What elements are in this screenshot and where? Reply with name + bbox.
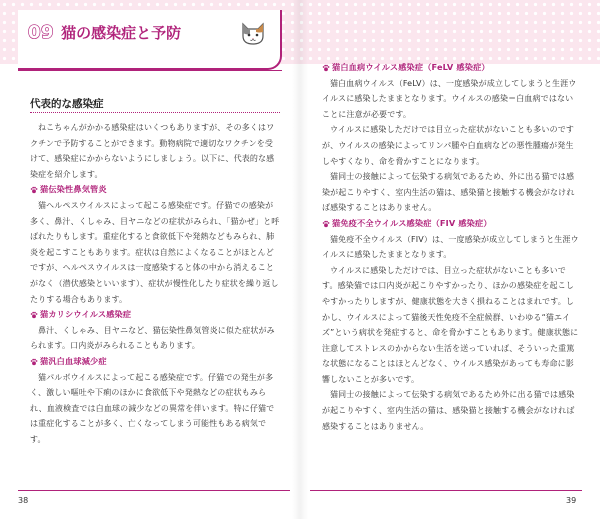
subhead-fpl xyxy=(30,354,280,370)
chapter-title-text: 猫の感染症と予防 xyxy=(61,24,182,42)
right-page-body xyxy=(322,60,580,434)
section-heading-underline xyxy=(30,112,280,113)
subhead-label: 猫汎白血球減少症 xyxy=(40,355,107,366)
fiv-paragraph-3: 猫同士の接触によって伝染する病気であるため外に出る猫では感染が起こりやすく、室内生活の猫は、感染猫と接触する機会がなければ感染することはありません。 xyxy=(322,390,575,431)
left-page-body xyxy=(30,120,280,447)
subhead-fvr xyxy=(30,182,280,198)
chapter-number: 09 xyxy=(28,22,55,43)
fvr-body: 猫ヘルペスウイルスによって起こる感染症です。仔猫での感染が多く、鼻汁、くしゃみ、目ヤニなどの症状がみられ、「猫かぜ」と呼ばれたりもします。重症化すると食欲低下や発熱などもみられ、肺炎を起こすこともあります。症状は自然によくなることがほとんどですが、ヘルペスウイルスは一度感染すると体の中から消えることがなく（潜伏感染といいます）、症状が慢性化したり症状を繰り返したりする場合もあります。 xyxy=(30,200,280,304)
right-footer-line xyxy=(310,490,582,491)
felv-paragraph-2: ウイルスに感染しただけでは目立った症状がないことも多いのですが、ウイルスの感染によってリンパ腫や白血病などの悪性腫瘍が発生しやすくなり、命を脅かすことになります。 xyxy=(322,125,575,166)
subhead-label: 猫カリシウイルス感染症 xyxy=(40,309,132,320)
chapter-title xyxy=(28,22,181,43)
fcv-body: 鼻汁、くしゃみ、目ヤニなど、猫伝染性鼻気管炎に似た症状がみられます。口内炎がみられることもあります。 xyxy=(30,325,275,351)
fiv-paragraph-2: ウイルスに感染しただけでは、目立った症状がないことも多いです。感染猫では口内炎が起こりやすかったり、ほかの感染症を起こしやすかったりしますが、健康状態を大きく損ねることはまれです。しかし、ウイルスによって猫後天性免疫不全症候群、いわゆる“猫エイズ”という病状を発症すると、命を脅かすこともあります。健康状態に注意してストレスのかからない生活を送っていれば、そういった重篤な状態になることはほとんどなく、ウイルス感染があっても寿命に影響しないことが多いです。 xyxy=(322,265,579,384)
paw-icon xyxy=(322,220,330,228)
left-footer-line xyxy=(18,490,290,491)
book-gutter xyxy=(292,0,308,519)
subhead-fcv xyxy=(30,307,280,323)
paw-icon xyxy=(322,64,330,72)
subhead-felv xyxy=(322,60,580,76)
intro-paragraph: ねこちゃんがかかる感染症はいくつもありますが、その多くはワクチンで予防することができます。動物病院で適切なワクチンを受けて、感染症にかからないようにしましょう。以下に、代表的な感染症を紹介します。 xyxy=(30,123,275,179)
felv-paragraph-3: 猫同士の接触によって伝染する病気であるため、外に出る猫では感染が起こりやすく、室内生活の猫は、感染猫と接触する機会がなければ感染することはありません。 xyxy=(322,172,575,213)
fiv-paragraph-1: 猫免疫不全ウイルス（FIV）は、一度感染が成立してしまうと生涯ウイルスに感染したままとなります。 xyxy=(322,234,579,260)
section-heading: 代表的な感染症 xyxy=(30,98,104,110)
subhead-fiv xyxy=(322,216,580,232)
subhead-label: 猫伝染性鼻気管炎 xyxy=(40,184,107,195)
title-divider xyxy=(18,70,282,71)
paw-icon xyxy=(30,186,38,194)
cat-face-icon xyxy=(240,20,266,46)
paw-icon xyxy=(30,311,38,319)
subhead-label: 猫白血病ウイルス感染症（FeLV 感染症） xyxy=(332,62,490,72)
felv-paragraph-1: 猫白血病ウイルス（FeLV）は、一度感染が成立してしまうと生涯ウイルスに感染したままとなります。ウイルスの感染＝白血病ではないことに注意が必要です。 xyxy=(322,78,577,119)
right-page-number: 39 xyxy=(566,496,577,505)
subhead-label: 猫免疫不全ウイルス感染症（FIV 感染症） xyxy=(332,217,492,228)
left-page-number: 38 xyxy=(18,496,29,505)
paw-icon xyxy=(30,358,38,366)
fpl-body: 猫パルボウイルスによって起こる感染症です。仔猫での発生が多く、激しい嘔吐や下痢のほかに食欲低下や発熱などの症状もみられ、血液検査では白血球の減少などの異常を伴います。特に仔猫では重症化することが多く、亡くなってしまう可能性もある病気です。 xyxy=(30,372,275,444)
